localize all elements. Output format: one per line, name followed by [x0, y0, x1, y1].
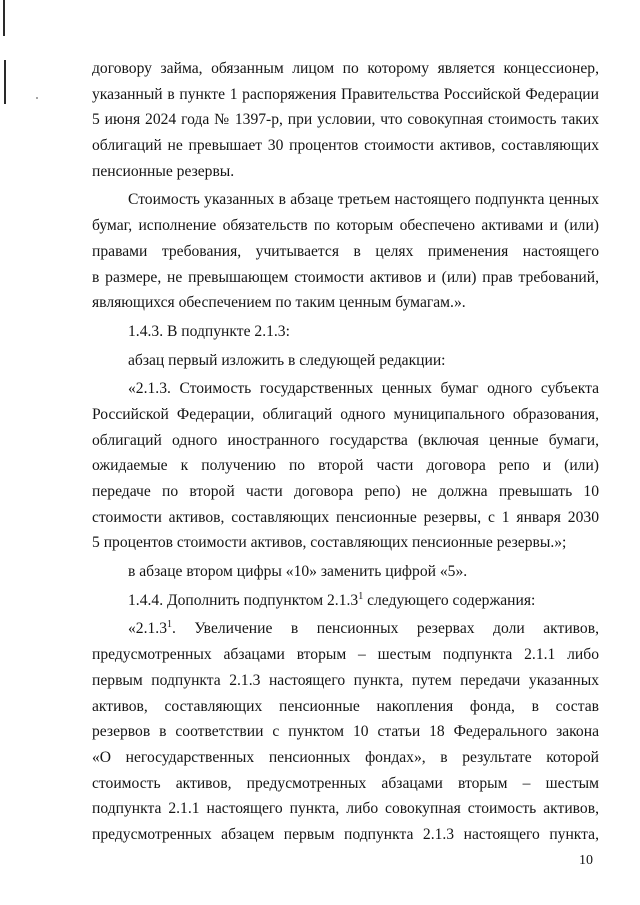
text-line: облигаций одного иностранного государства (включая ценные бумаги,: [92, 431, 599, 449]
text-line: передаче по второй части договора репо) не должна превышать 10: [92, 483, 599, 500]
text-line: указанный в пункте 1 распоряжения Правительства Российской Федерации: [92, 85, 599, 103]
text-line: первым подпункта 2.1.3 настоящего пункта, путем передачи указанных: [92, 671, 599, 689]
text-line: являющихся обеспечением по таким ценным бумагам.».: [92, 294, 466, 312]
clause-text: . Увеличение в пенсионных резервах доли активов,: [171, 620, 599, 638]
text-line: подпункта 2.1.1 настоящего пункта, либо совокупная стоимость активов,: [92, 800, 599, 818]
text-line: пенсионные резервы.: [92, 162, 235, 180]
text-line: в абзаце втором цифры «10» заменить цифрой «5».: [128, 563, 468, 581]
text-line: 5 процентов стоимости активов, составляющих пенсионные резервы.»;: [92, 534, 567, 552]
text-line: «О негосударственных пенсионных фондах», в результате которой: [92, 748, 599, 766]
text-line: абзац первый изложить в следующей редакции:: [128, 351, 446, 369]
scan-edge-mark-top: [3, 0, 5, 36]
text-line: Стоимость указанных в абзаце третьем настоящего подпункта ценных: [128, 191, 599, 209]
text-line: бумаг, исполнение обязательств по которым обеспечено активами и (или): [92, 217, 599, 235]
scan-edge-mark-middle: [4, 60, 6, 104]
text-line: предусмотренных абзацем первым подпункта 2.1.3 настоящего пункта,: [92, 825, 599, 843]
text-line: стоимости активов, составляющих пенсионные резервы, с 1 января 2030: [92, 508, 599, 526]
text-line: «2.1.3. Стоимость государственных ценных бумаг одного субъекта: [128, 380, 599, 398]
text-line: ожидаемые к получению по второй части договора репо и (или): [92, 457, 599, 475]
text-line: резервов в соответствии с пунктом 10 статьи 18 Федерального закона: [92, 723, 599, 741]
heading-suffix: следующего содержания:: [363, 591, 536, 609]
text-line: облигаций не превышает 30 процентов стоимости активов, составляющих: [92, 137, 599, 155]
text-line: [92, 616, 599, 642]
text-line: активов, составляющих пенсионные накопления фонда, в состав: [92, 697, 599, 715]
document-body: [92, 56, 599, 848]
subsection-heading: [92, 588, 599, 614]
text-line: договору займа, обязанным лицом по которому является концессионер,: [92, 60, 599, 77]
clause-number: «2.1.3: [128, 620, 167, 638]
text-line: стоимость активов, предусмотренных абзацами вторым – шестым: [92, 774, 599, 792]
heading-prefix: 1.4.4. Дополнить подпунктом 2.1.3: [128, 591, 359, 609]
text-line: в размере, не превышающем стоимости активов и (или) прав требований,: [92, 268, 599, 286]
subsection-heading: 1.4.3. В подпункте 2.1.3:: [128, 322, 290, 340]
text-line: правами требования, учитывается в целях применения настоящего: [92, 242, 599, 260]
text-line: предусмотренных абзацами вторым – шестым подпункта 2.1.1 либо: [92, 646, 599, 664]
superscript: 1: [358, 590, 364, 602]
scan-dust-dot: [36, 97, 38, 99]
text-line: 5 июня 2024 года № 1397-р, при условии, что совокупная стоимость таких: [92, 111, 599, 129]
page-number: 10: [579, 853, 593, 868]
superscript: 1: [166, 619, 172, 631]
text-line: Российской Федерации, облигаций одного муниципального образования,: [92, 405, 599, 423]
